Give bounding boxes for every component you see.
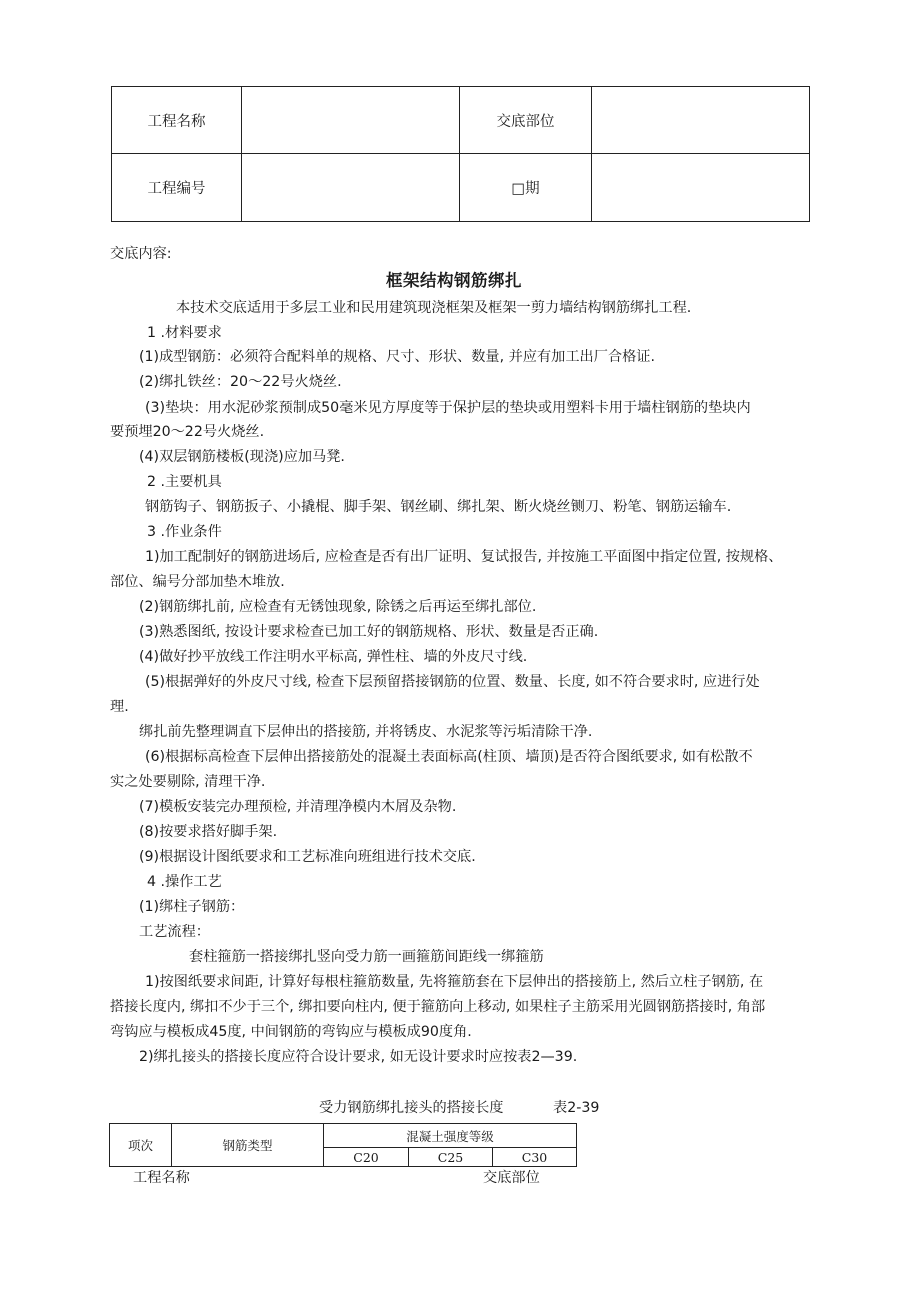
section-heading: 1 .材料要求: [147, 325, 222, 341]
body-line: (7)模板安装完办理预检, 并清理净模内木屑及杂物.: [139, 799, 457, 815]
project-name-label: 工程名称: [112, 87, 242, 154]
body-line: 本技术交底适用于多层工业和民用建筑现浇框架及框架一剪力墙结构钢筋绑扎工程.: [176, 300, 692, 316]
header-item: 项次: [110, 1124, 172, 1167]
header-concrete-grade: 混凝土强度等级: [324, 1124, 577, 1148]
project-number-label: 工程编号: [112, 154, 242, 222]
body-line: (2)绑扎铁丝：20～22号火烧丝.: [139, 374, 342, 390]
document-title: 框架结构钢筋绑扎: [386, 271, 522, 290]
body-line: (9)根据设计图纸要求和工艺标准向班组进行技术交底.: [139, 849, 476, 865]
header-info-table: [111, 86, 810, 222]
body-line: 要预埋20～22号火烧丝.: [110, 424, 265, 440]
project-name-value: [242, 87, 460, 154]
header-rebar-type: 钢筋类型: [172, 1124, 324, 1167]
process-flow: 套柱箍筋一搭接绑扎竖向受力筋一画箍筋间距线一绑箍筋: [189, 949, 544, 965]
body-line: 绑扎前先整理调直下层伸出的搭接筋, 并将锈皮、水泥浆等污垢清除干净.: [139, 724, 593, 740]
body-line: (1)绑柱子钢筋：: [139, 899, 245, 915]
body-line: 2)绑扎接头的搭接长度应符合设计要求, 如无设计要求时应按表2—39.: [139, 1049, 578, 1065]
handover-location-value: [592, 87, 810, 154]
body-line: (3)熟悉图纸, 按设计要求检查已加工好的钢筋规格、形状、数量是否正确.: [139, 624, 599, 640]
body-line: 实之处要剔除, 清理干净.: [110, 774, 266, 790]
body-line: (3)垫块：用水泥砂浆预制成50毫米见方厚度等于保护层的垫块或用塑料卡用于墙柱钢筋的垫块内: [145, 400, 751, 416]
body-line: 1)按图纸要求间距, 计算好每根柱箍筋数量, 先将箍筋套在下层伸出的搭接筋上, 然后立柱子钢筋, 在: [145, 974, 764, 990]
footer-handover-location-label: 交底部位: [483, 1170, 540, 1186]
body-line: 1)加工配制好的钢筋进场后, 应检查是否有出厂证明、复试报告, 并按施工平面图中指定位置, 按规格、: [145, 549, 783, 565]
table-number: 表2-39: [553, 1100, 600, 1116]
body-line: (4)双层钢筋楼板(现浇)应加马凳.: [139, 449, 345, 465]
body-line: (4)做好抄平放线工作注明水平标高, 弹性柱、墙的外皮尺寸线.: [139, 649, 528, 665]
grade-c30: C30: [493, 1148, 577, 1167]
body-line: 弯钩应与模板成45度, 中间钢筋的弯钩应与模板成90度角.: [110, 1024, 472, 1040]
project-number-value: [242, 154, 460, 222]
body-line: (1)成型钢筋：必须符合配料单的规格、尺寸、形状、数量, 并应有加工出厂合格证.: [139, 349, 656, 365]
body-line: (5)根据弹好的外皮尺寸线, 检查下层预留搭接钢筋的位置、数量、长度, 如不符合要求时, 应进行处: [145, 674, 760, 690]
body-line: (6)根据标高检查下层伸出搭接筋处的混凝土表面标高(柱顶、墙顶)是否符合图纸要求, 如有松散不: [145, 749, 753, 765]
body-line: (2)钢筋绑扎前, 应检查有无锈蚀现象, 除锈之后再运至绑扎部位.: [139, 599, 537, 615]
section-heading: 2 .主要机具: [147, 474, 222, 490]
grade-c20: C20: [324, 1148, 409, 1167]
date-label: □期: [460, 154, 592, 222]
body-line: 部位、编号分部加垫木堆放.: [110, 574, 285, 590]
section-heading: 4 .操作工艺: [147, 874, 222, 890]
body-line: 钢筋钩子、钢筋扳子、小撬棍、脚手架、钢丝刷、绑扎架、断火烧丝铡刀、粉笔、钢筋运输车.: [145, 499, 732, 515]
body-line: 理.: [110, 699, 129, 715]
footer-project-name-label: 工程名称: [133, 1170, 190, 1186]
body-line: 搭接长度内, 绑扣不少于三个, 绑扣要向柱内, 便于箍筋向上移动, 如果柱子主筋采用光圆钢筋搭接时, 角部: [110, 999, 766, 1015]
table-caption: 受力钢筋绑扎接头的搭接长度: [319, 1100, 504, 1116]
section-heading: 3 .作业条件: [147, 524, 222, 540]
date-value: [592, 154, 810, 222]
handover-location-label: 交底部位: [460, 87, 592, 154]
grade-c25: C25: [409, 1148, 493, 1167]
content-label: 交底内容:: [110, 246, 172, 262]
body-line: (8)按要求搭好脚手架.: [139, 824, 278, 840]
lap-length-table: [109, 1123, 577, 1167]
body-line: 工艺流程：: [139, 924, 210, 940]
